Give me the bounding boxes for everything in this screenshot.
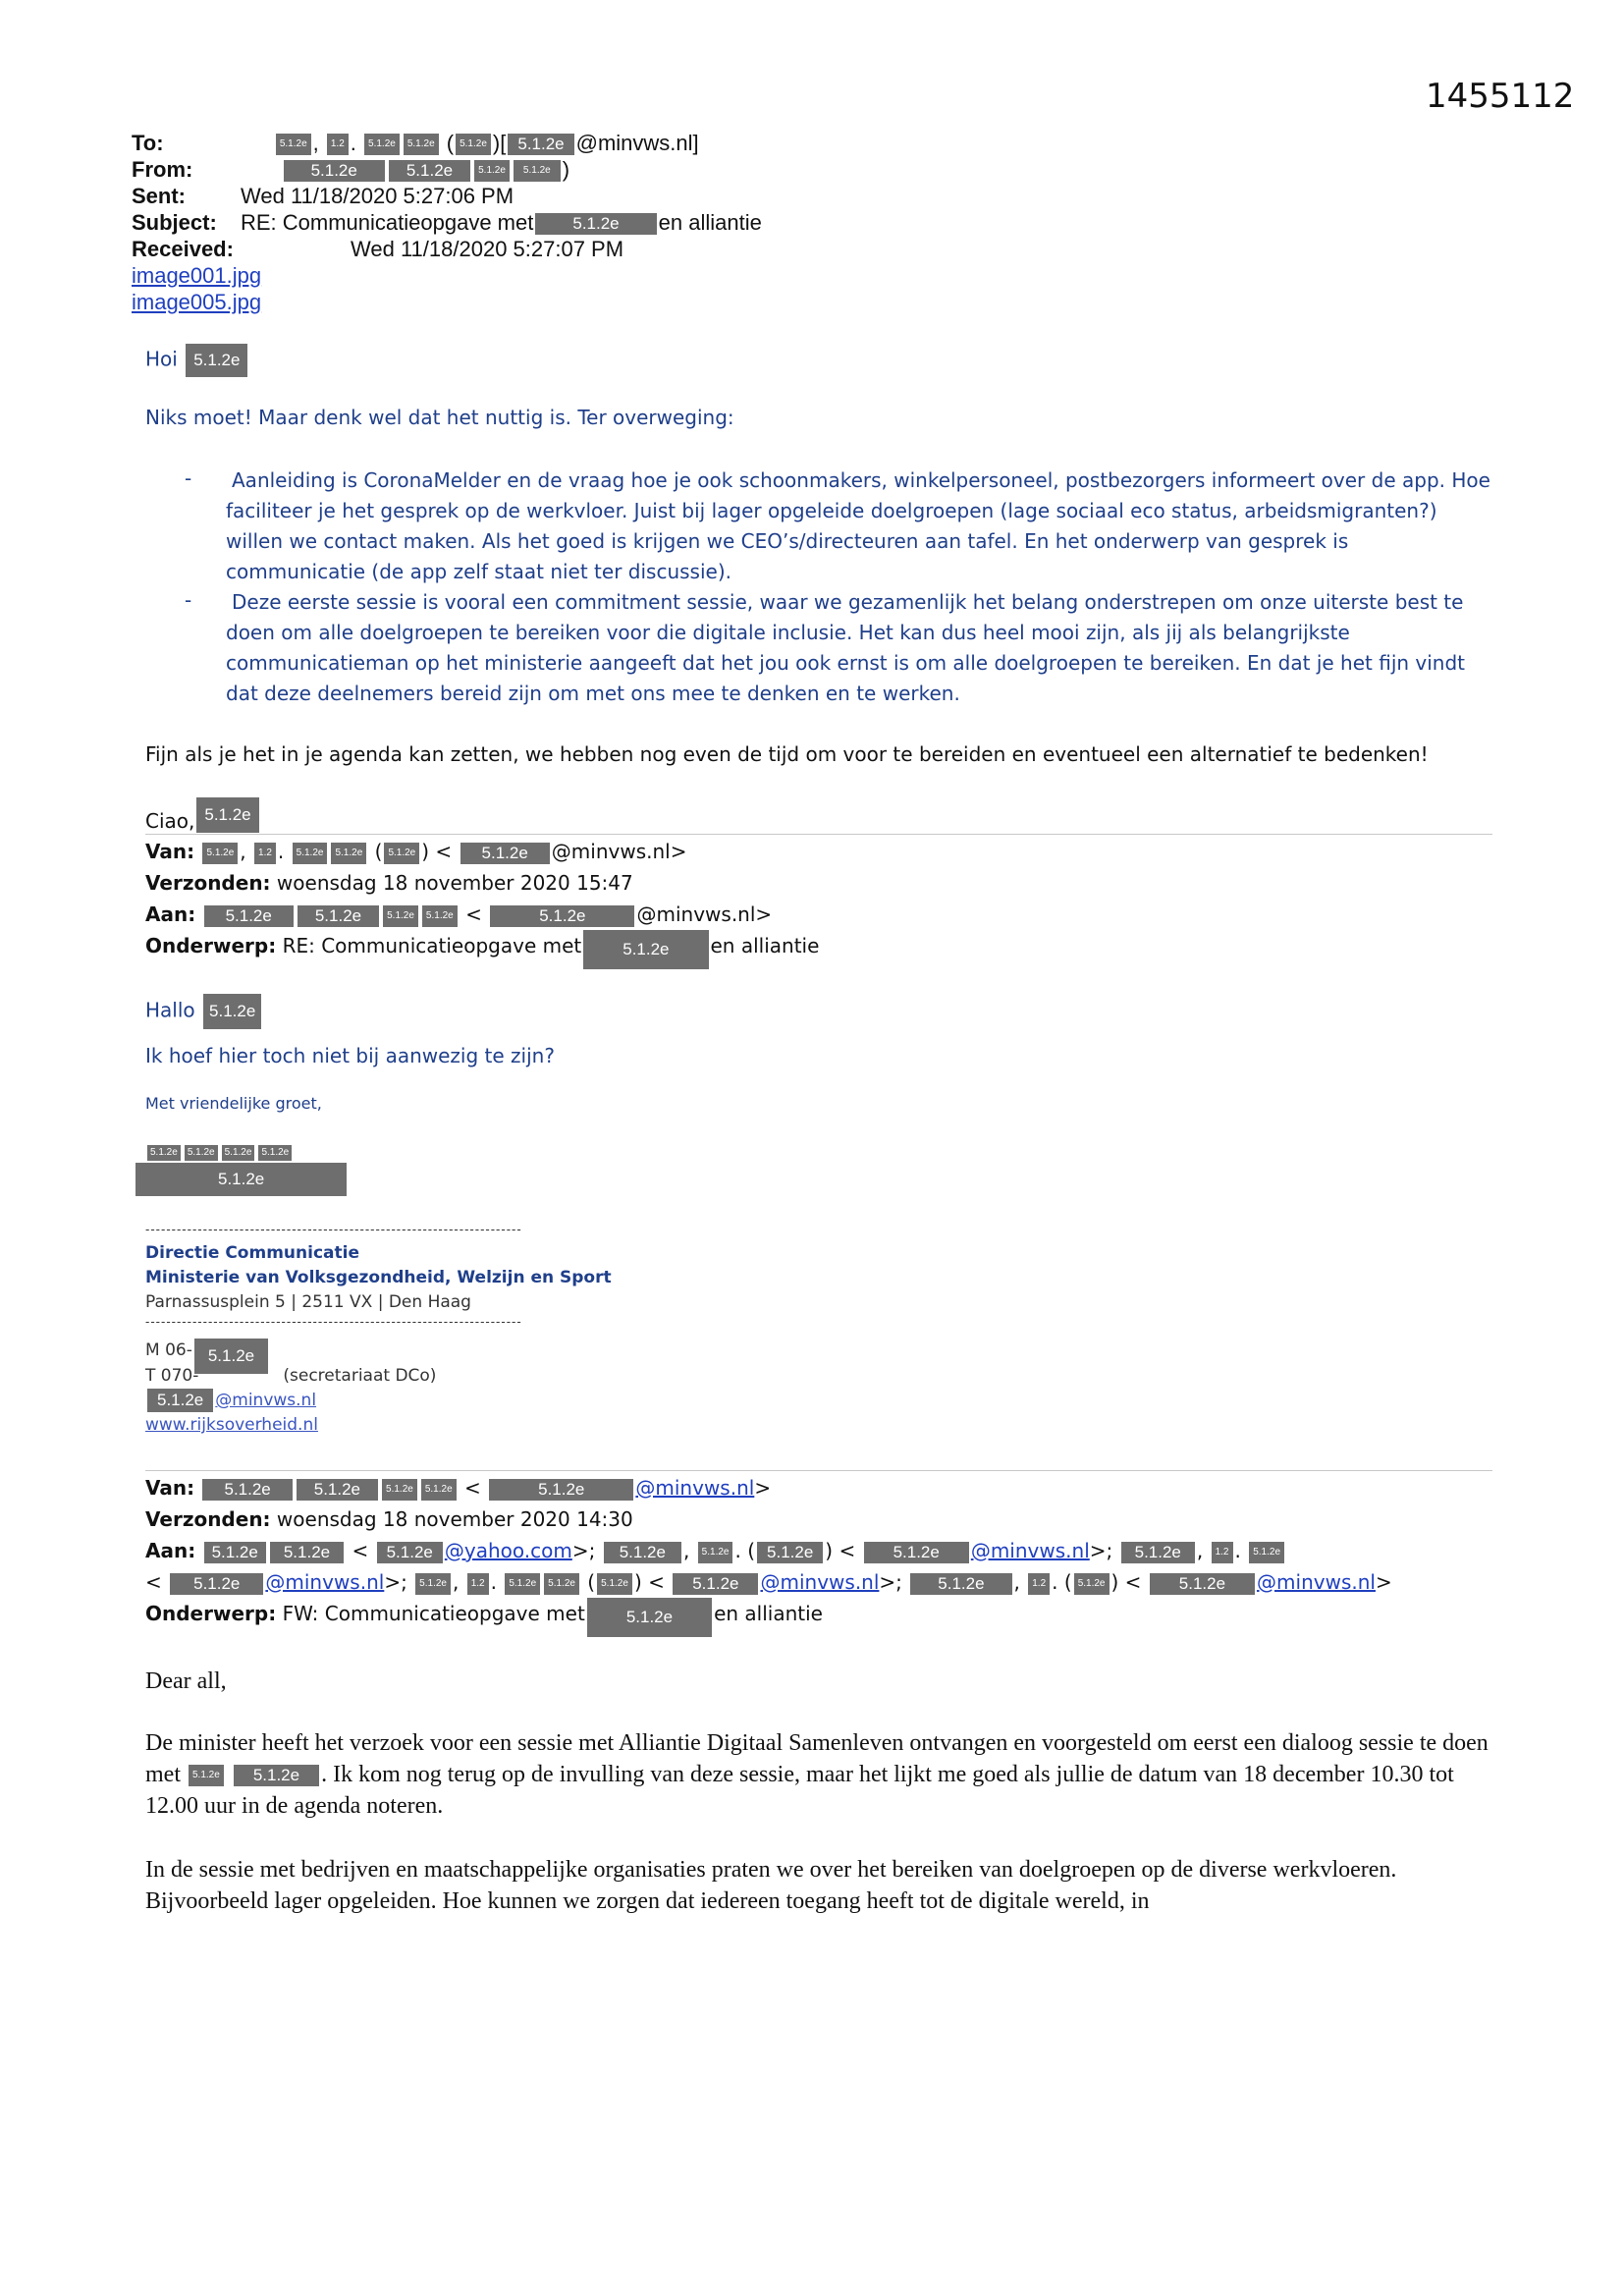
redaction: 5.1.2e (186, 344, 247, 377)
redaction: 5.1.2e (196, 797, 258, 833)
onderwerp-suffix: en alliantie (710, 934, 820, 957)
signature-dept: Directie Communicatie (145, 1243, 359, 1263)
email-link[interactable]: @minvws.nl (1257, 1570, 1376, 1594)
redaction: 5.1.2e (460, 843, 550, 864)
signature-address: Parnassusplein 5 | 2511 VX | Den Haag (145, 1292, 471, 1312)
attachment-link[interactable]: image001.jpg (132, 263, 262, 288)
fwd2-onderwerp (145, 1598, 823, 1637)
onderwerp-prefix: FW: Communicatieopgave met (282, 1602, 585, 1625)
redaction: 5.1.2e (404, 134, 439, 155)
separator (145, 1470, 1492, 1471)
onderwerp-label: Onderwerp: (145, 1602, 277, 1625)
subject-suffix: en alliantie (658, 210, 762, 235)
fwd1-aan: Aan: 5.1.2e 5.1.2e 5.1.2e 5.1.2e < 5.1.2e @minvws.nl> (145, 902, 773, 926)
redaction: 1.2 (327, 134, 349, 155)
bullet-dash: - (185, 466, 192, 490)
signature-phone (145, 1364, 436, 1389)
header-from: From: 5.1.2e 5.1.2e 5.1.2e 5.1.2e ) (132, 157, 570, 182)
redaction: 5.1.2e (377, 1542, 443, 1563)
fwd2-van: Van: 5.1.2e 5.1.2e 5.1.2e 5.1.2e < 5.1.2e @minvws.nl> (145, 1476, 772, 1500)
verzonden-value: woensdag 18 november 2020 14:30 (276, 1507, 633, 1531)
message-2-body: Ik hoef hier toch niet bij aanwezig te zijn? (145, 1044, 555, 1067)
aan-label: Aan: (145, 902, 196, 926)
greeting-text: Hoi (145, 347, 178, 371)
verzonden-label: Verzonden: (145, 871, 271, 895)
redaction: 5.1.2e (544, 1573, 579, 1595)
redaction: 5.1.2e (389, 160, 470, 182)
redaction: 5.1.2e (135, 1163, 347, 1196)
header-to: To: 5.1.2e , 1.2 . 5.1.2e 5.1.2e ( 5.1.2e )[ 5.1.2e @minvws.nl] (132, 131, 699, 155)
redaction: 5.1.2e (1121, 1542, 1195, 1563)
redaction: 5.1.2e (331, 843, 366, 864)
redaction: 5.1.2e (422, 905, 458, 927)
redaction: 5.1.2e (185, 1145, 218, 1161)
email-link[interactable]: @yahoo.com (444, 1539, 572, 1562)
signature-ministry: Ministerie van Volksgezondheid, Welzijn en Sport (145, 1268, 612, 1287)
onderwerp-suffix: en alliantie (714, 1602, 823, 1625)
to-domain: @minvws.nl] (575, 131, 699, 155)
fwd2-aan-cont: < 5.1.2e @minvws.nl>; 5.1.2e , 1.2 . 5.1.2e 5.1.2e ( 5.1.2e ) < 5.1.2e @minvws.nl>; 5.1.2e , 1.2 . ( 5.1.2e ) < 5.1.2e @minvws.nl> (145, 1570, 1392, 1594)
header-sent (132, 183, 514, 209)
header-subject (132, 209, 762, 236)
signature-name-block (134, 1163, 349, 1196)
signature-email (145, 1389, 316, 1413)
greeting-2 (145, 994, 263, 1029)
redaction: 5.1.2e (293, 843, 328, 864)
closing-line: Fijn als je het in je agenda kan zetten, we hebben nog even de tijd om voor te bereiden en eventueel een alternatief te bedenken! (145, 742, 1429, 766)
redaction: 1.2 (1212, 1542, 1233, 1563)
van-label: Van: (145, 1476, 195, 1500)
redaction: 5.1.2e (234, 1765, 319, 1786)
aan-domain: @minvws.nl> (636, 902, 773, 926)
redaction: 5.1.2e (364, 134, 400, 155)
email-link[interactable]: @minvws.nl (635, 1476, 755, 1500)
separator (145, 834, 1492, 835)
redaction: 5.1.2e (490, 905, 634, 927)
redaction: 1.2 (254, 843, 276, 864)
received-label: Received: (132, 237, 234, 261)
redaction: 5.1.2e (535, 213, 656, 235)
redaction: 5.1.2e (384, 843, 419, 864)
greeting-text: Hallo (145, 998, 195, 1022)
redaction: 5.1.2e (415, 1573, 451, 1595)
verzonden-label: Verzonden: (145, 1507, 271, 1531)
redaction: 5.1.2e (194, 1339, 268, 1374)
redaction: 5.1.2e (147, 1389, 213, 1412)
document-id: 1455112 (1426, 77, 1575, 116)
redaction: 5.1.2e (1074, 1573, 1110, 1595)
redaction: 5.1.2e (270, 1542, 344, 1563)
redaction: 5.1.2e (203, 994, 261, 1029)
redaction: 5.1.2e (258, 1145, 292, 1161)
phone-label: T 070- (145, 1366, 199, 1386)
message-3-para-2: In de sessie met bedrijven en maatschappelijke organisaties praten we over het bereiken van doelgroepen op de diverse werkvloeren. Bijvoorbeeld lager opgeleiden. Hoe kunnen we zorgen dat iedereen toegang heeft tot de digitale wereld, in (145, 1857, 1397, 1914)
sent-value: Wed 11/18/2020 5:27:06 PM (241, 184, 514, 208)
email-link[interactable]: @minvws.nl (265, 1570, 385, 1594)
redaction: 5.1.2e (284, 160, 385, 182)
van-label: Van: (145, 840, 195, 863)
redaction: 1.2 (1028, 1573, 1050, 1595)
bullet-item-1: Aanleiding is CoronaMelder en de vraag hoe je ook schoonmakers, winkelpersoneel, postbezorgers informeert over de app. Hoe faciliteer je het gesprek op de werkvloer. Juist bij lager opgeleide doelgroepen (lage sociaal eco status, arbeidsmigranten?) willen we contact maken. Als het goed is krijgen we CEO’s/directeuren aan tafel. En het onderwerp van gesprek is communicatie (de app zelf staat niet ter discussie). (226, 468, 1490, 583)
van-domain: @minvws.nl> (551, 840, 687, 863)
subject-prefix: RE: Communicatieopgave met (241, 210, 534, 235)
subject-value (241, 209, 762, 236)
redaction: 5.1.2e (1249, 1542, 1284, 1563)
para-1-end: . Ik kom nog terug op de invulling van deze sessie, maar het lijkt me goed als jullie de datum van 18 december 10.30 tot 12.00 uur in de agenda noteren. (145, 1762, 1454, 1819)
redaction: 5.1.2e (698, 1542, 733, 1563)
bullet-dash: - (185, 588, 192, 612)
regards: Met vriendelijke groet, (145, 1094, 322, 1113)
redaction: 5.1.2e (489, 1479, 633, 1501)
signoff (145, 797, 261, 833)
attachment-link[interactable]: image005.jpg (132, 290, 262, 314)
redaction: 5.1.2e (1150, 1573, 1255, 1595)
redaction: 5.1.2e (204, 905, 294, 927)
redaction: 5.1.2e (910, 1573, 1011, 1595)
redaction: 5.1.2e (276, 134, 311, 155)
onderwerp-label: Onderwerp: (145, 934, 277, 957)
received-value: Wed 11/18/2020 5:27:07 PM (351, 237, 624, 261)
mobile-label: M 06- (145, 1340, 192, 1360)
fwd1-van: Van: 5.1.2e , 1.2 . 5.1.2e 5.1.2e ( 5.1.2e ) < 5.1.2e @minvws.nl> (145, 840, 687, 863)
bullet-item-2: Deze eerste sessie is vooral een commitment sessie, waar we gezamenlijk het belang onderstrepen om onze uiterste best te doen om alle doelgroepen te bereiken voor die digitale inclusie. Het kan dus heel mooi zijn, als jij als belangrijkste communicatieman op het ministerie aangeeft dat het jou ook ernst is om alle doelgroepen te bereiken. En dat je het fijn vindt dat deze deelnemers bereid zijn om met ons mee te denken en te werken. (226, 590, 1466, 705)
phone-note: (secretariaat DCo) (283, 1366, 437, 1386)
email-link[interactable]: @minvws.nl (970, 1539, 1090, 1562)
redaction: 5.1.2e (673, 1573, 758, 1595)
redaction: 5.1.2e (421, 1479, 457, 1501)
para-1-start: De minister heeft het verzoek voor een sessie met Alliantie Digitaal Samenleven ontvangen en voorgesteld om eerst een dialoog sessie te doen met (145, 1730, 1489, 1787)
redaction: 5.1.2e (508, 134, 573, 155)
email-link[interactable]: @minvws.nl (760, 1570, 880, 1594)
redaction: 5.1.2e (583, 930, 708, 969)
redaction: 5.1.2e (597, 1573, 632, 1595)
email-link[interactable]: @minvws.nl (215, 1391, 317, 1410)
redaction: 5.1.2e (514, 160, 561, 182)
redaction: 1.2 (467, 1573, 489, 1595)
redaction: 5.1.2e (204, 1542, 266, 1563)
header-received (132, 236, 624, 262)
redaction: 5.1.2e (604, 1542, 681, 1563)
sent-label: Sent: (132, 184, 186, 208)
signature-divider: ------------------------------------------------------------------------ (145, 1222, 522, 1236)
from-label: From: (132, 157, 193, 182)
redaction: 5.1.2e (383, 905, 418, 927)
aan-label: Aan: (145, 1539, 196, 1562)
redaction: 5.1.2e (202, 843, 238, 864)
redaction: 5.1.2e (382, 1479, 417, 1501)
intro-line: Niks moet! Maar denk wel dat het nuttig is. Ter overweging: (145, 406, 734, 429)
redaction: 5.1.2e (147, 1145, 181, 1161)
greeting-3: Dear all, (145, 1668, 227, 1694)
greeting (145, 344, 249, 377)
verzonden-value: woensdag 18 november 2020 15:47 (276, 871, 633, 895)
redaction: 5.1.2e (474, 160, 510, 182)
redaction: 5.1.2e (222, 1145, 255, 1161)
subject-label: Subject: (132, 210, 217, 235)
redaction: 5.1.2e (456, 134, 491, 155)
fwd2-aan: Aan: 5.1.2e 5.1.2e < 5.1.2e @yahoo.com>; 5.1.2e , 5.1.2e . ( 5.1.2e ) < 5.1.2e @minvws.nl>; 5.1.2e , 1.2 . 5.1.2e (145, 1535, 1286, 1566)
fwd1-verzonden (145, 867, 633, 899)
fwd1-onderwerp (145, 930, 819, 969)
redaction: 5.1.2e (297, 1479, 378, 1501)
redaction: 5.1.2e (505, 1573, 540, 1595)
redaction: 5.1.2e (864, 1542, 969, 1563)
onderwerp-prefix: RE: Communicatieopgave met (282, 934, 582, 957)
signature-name (145, 1144, 294, 1162)
redaction: 5.1.2e (757, 1542, 823, 1563)
redaction: 5.1.2e (189, 1765, 224, 1786)
redaction: 5.1.2e (202, 1479, 292, 1501)
redaction: 5.1.2e (170, 1573, 263, 1595)
signoff-text: Ciao, (145, 809, 195, 833)
website-link[interactable]: www.rijksoverheid.nl (145, 1415, 318, 1435)
redaction: 5.1.2e (587, 1598, 712, 1637)
signature-divider: ------------------------------------------------------------------------ (145, 1314, 522, 1329)
fwd2-verzonden (145, 1503, 633, 1535)
redaction: 5.1.2e (298, 905, 379, 927)
message-3-para-1 (145, 1727, 1496, 1822)
to-label: To: (132, 131, 164, 155)
